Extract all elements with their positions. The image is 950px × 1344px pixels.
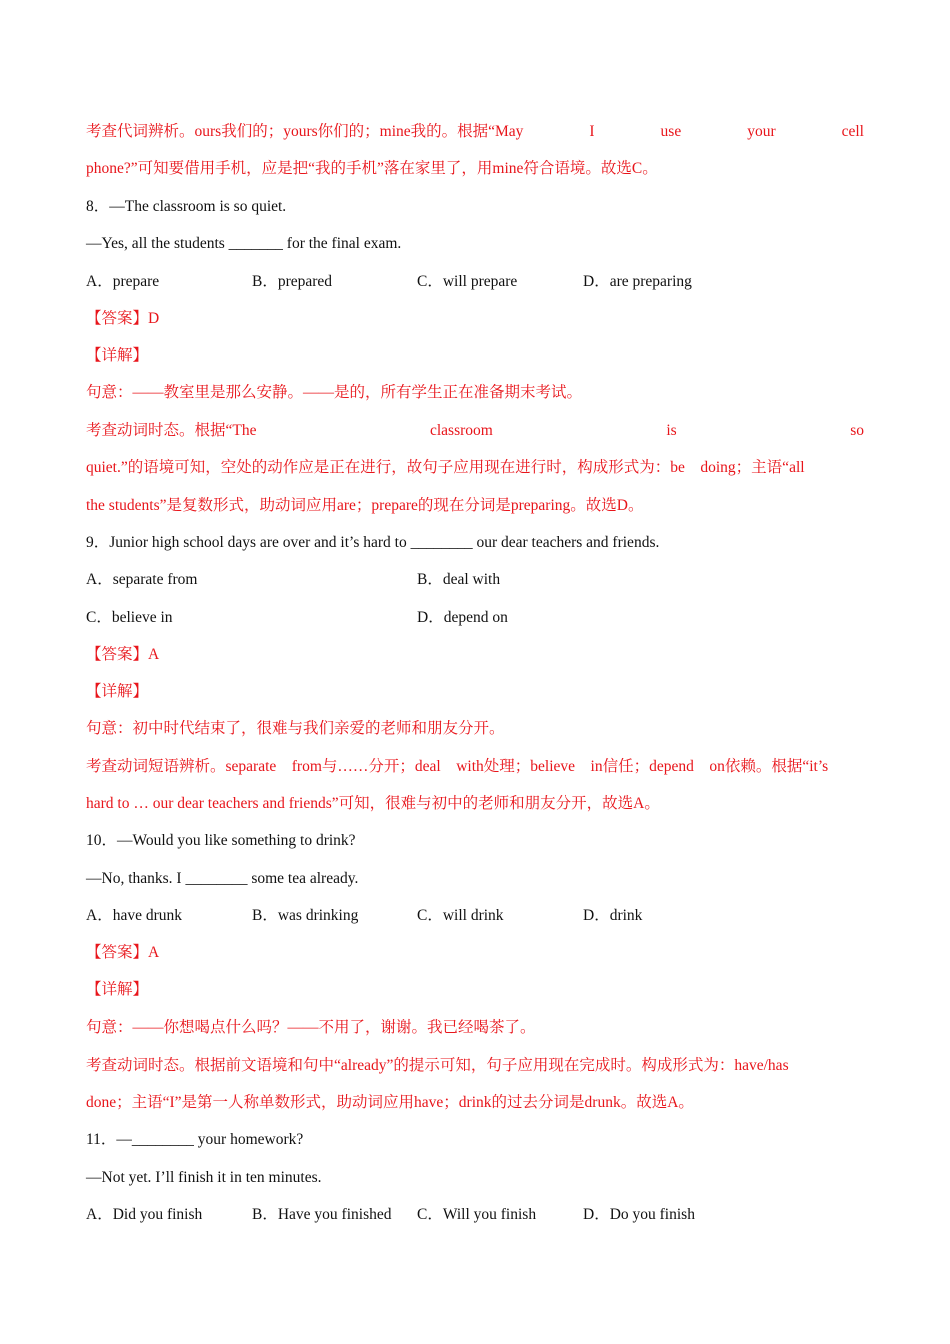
answer-label: 【答案】A (86, 944, 160, 961)
option-b: B．prepared (252, 273, 333, 290)
option-a: A．prepare (86, 273, 160, 290)
question-stem: —No, thanks. I ________ some tea already. (86, 870, 359, 887)
text-segment: classroom (429, 422, 493, 439)
option-d: D．are preparing (583, 273, 692, 290)
option-b: B．was drinking (252, 907, 359, 924)
option-d: D．drink (583, 907, 643, 924)
option-c: C．will prepare (417, 273, 518, 290)
text-segment: so (850, 422, 864, 439)
option-a: A．Did you finish (86, 1206, 203, 1223)
option-b: B．Have you finished (252, 1206, 392, 1223)
option-c: C．Will you finish (417, 1206, 537, 1223)
sentence-meaning: 句意：初中时代结束了，很难与我们亲爱的老师和朋友分开。 (86, 720, 505, 737)
option-a: A．separate from (86, 571, 198, 588)
sentence-meaning: 句意：——你想喝点什么吗？——不用了，谢谢。我已经喝茶了。 (86, 1019, 536, 1036)
question-stem: —Yes, all the students _______ for the final exam. (86, 235, 402, 252)
question-stem: 10．—Would you like something to drink? (86, 832, 356, 849)
option-c: C．will drink (417, 907, 504, 924)
text-segment: your (747, 123, 776, 140)
option-a: A．have drunk (86, 907, 182, 924)
explanation-line: hard to … our dear teachers and friends”可知，很难与初中的老师和朋友分开，故选A。 (86, 795, 660, 812)
explanation-line: the students”是复数形式，助动词应用are；prepare的现在分词是preparing。故选D。 (86, 497, 644, 514)
question-stem: 8．—The classroom is so quiet. (86, 198, 287, 215)
question-stem: —Not yet. I’ll finish it in ten minutes. (86, 1169, 322, 1186)
text-segment: 考查动词时态。根据“The (86, 422, 257, 439)
explanation-line: quiet.”的语境可知，空处的动作应是正在进行，故句子应用现在进行时，构成形式为：be doing；主语“all (86, 459, 805, 476)
question-stem: 9．Junior high school days are over and it’s hard to ________ our dear teachers and friends. (86, 534, 660, 551)
option-c: C．believe in (86, 609, 173, 626)
explanation-line (86, 421, 864, 441)
text-segment: use (660, 123, 682, 140)
text-segment: I (589, 123, 595, 140)
detail-label: 【详解】 (86, 981, 149, 998)
question-stem: 11．—________ your homework? (86, 1131, 304, 1148)
option-d: D．Do you finish (583, 1206, 695, 1223)
explanation-line: 考查动词短语辨析。separate from与……分开；deal with处理；believe in信任；depend on依赖。根据“it’s (86, 758, 829, 775)
option-d: D．depend on (417, 609, 508, 626)
detail-label: 【详解】 (86, 683, 149, 700)
explanation-line: phone?”可知要借用手机，应是把“我的手机”落在家里了，用mine符合语境。故选C。 (86, 160, 658, 177)
sentence-meaning: 句意：——教室里是那么安静。——是的，所有学生正在准备期末考试。 (86, 384, 583, 401)
text-segment: 考查代词辨析。ours我们的；yours你们的；mine我的。根据“May (86, 123, 524, 140)
explanation-line (86, 122, 864, 142)
explanation-line: done；主语“I”是第一人称单数形式，助动词应用have；drink的过去分词是drunk。故选A。 (86, 1094, 694, 1111)
option-b: B．deal with (417, 571, 501, 588)
text-segment: is (666, 422, 677, 439)
answer-label: 【答案】D (86, 310, 160, 327)
detail-label: 【详解】 (86, 347, 149, 364)
answer-label: 【答案】A (86, 646, 160, 663)
text-segment: cell (841, 123, 864, 140)
explanation-line: 考查动词时态。根据前文语境和句中“already”的提示可知，句子应用现在完成时。构成形式为：have/has (86, 1057, 789, 1074)
